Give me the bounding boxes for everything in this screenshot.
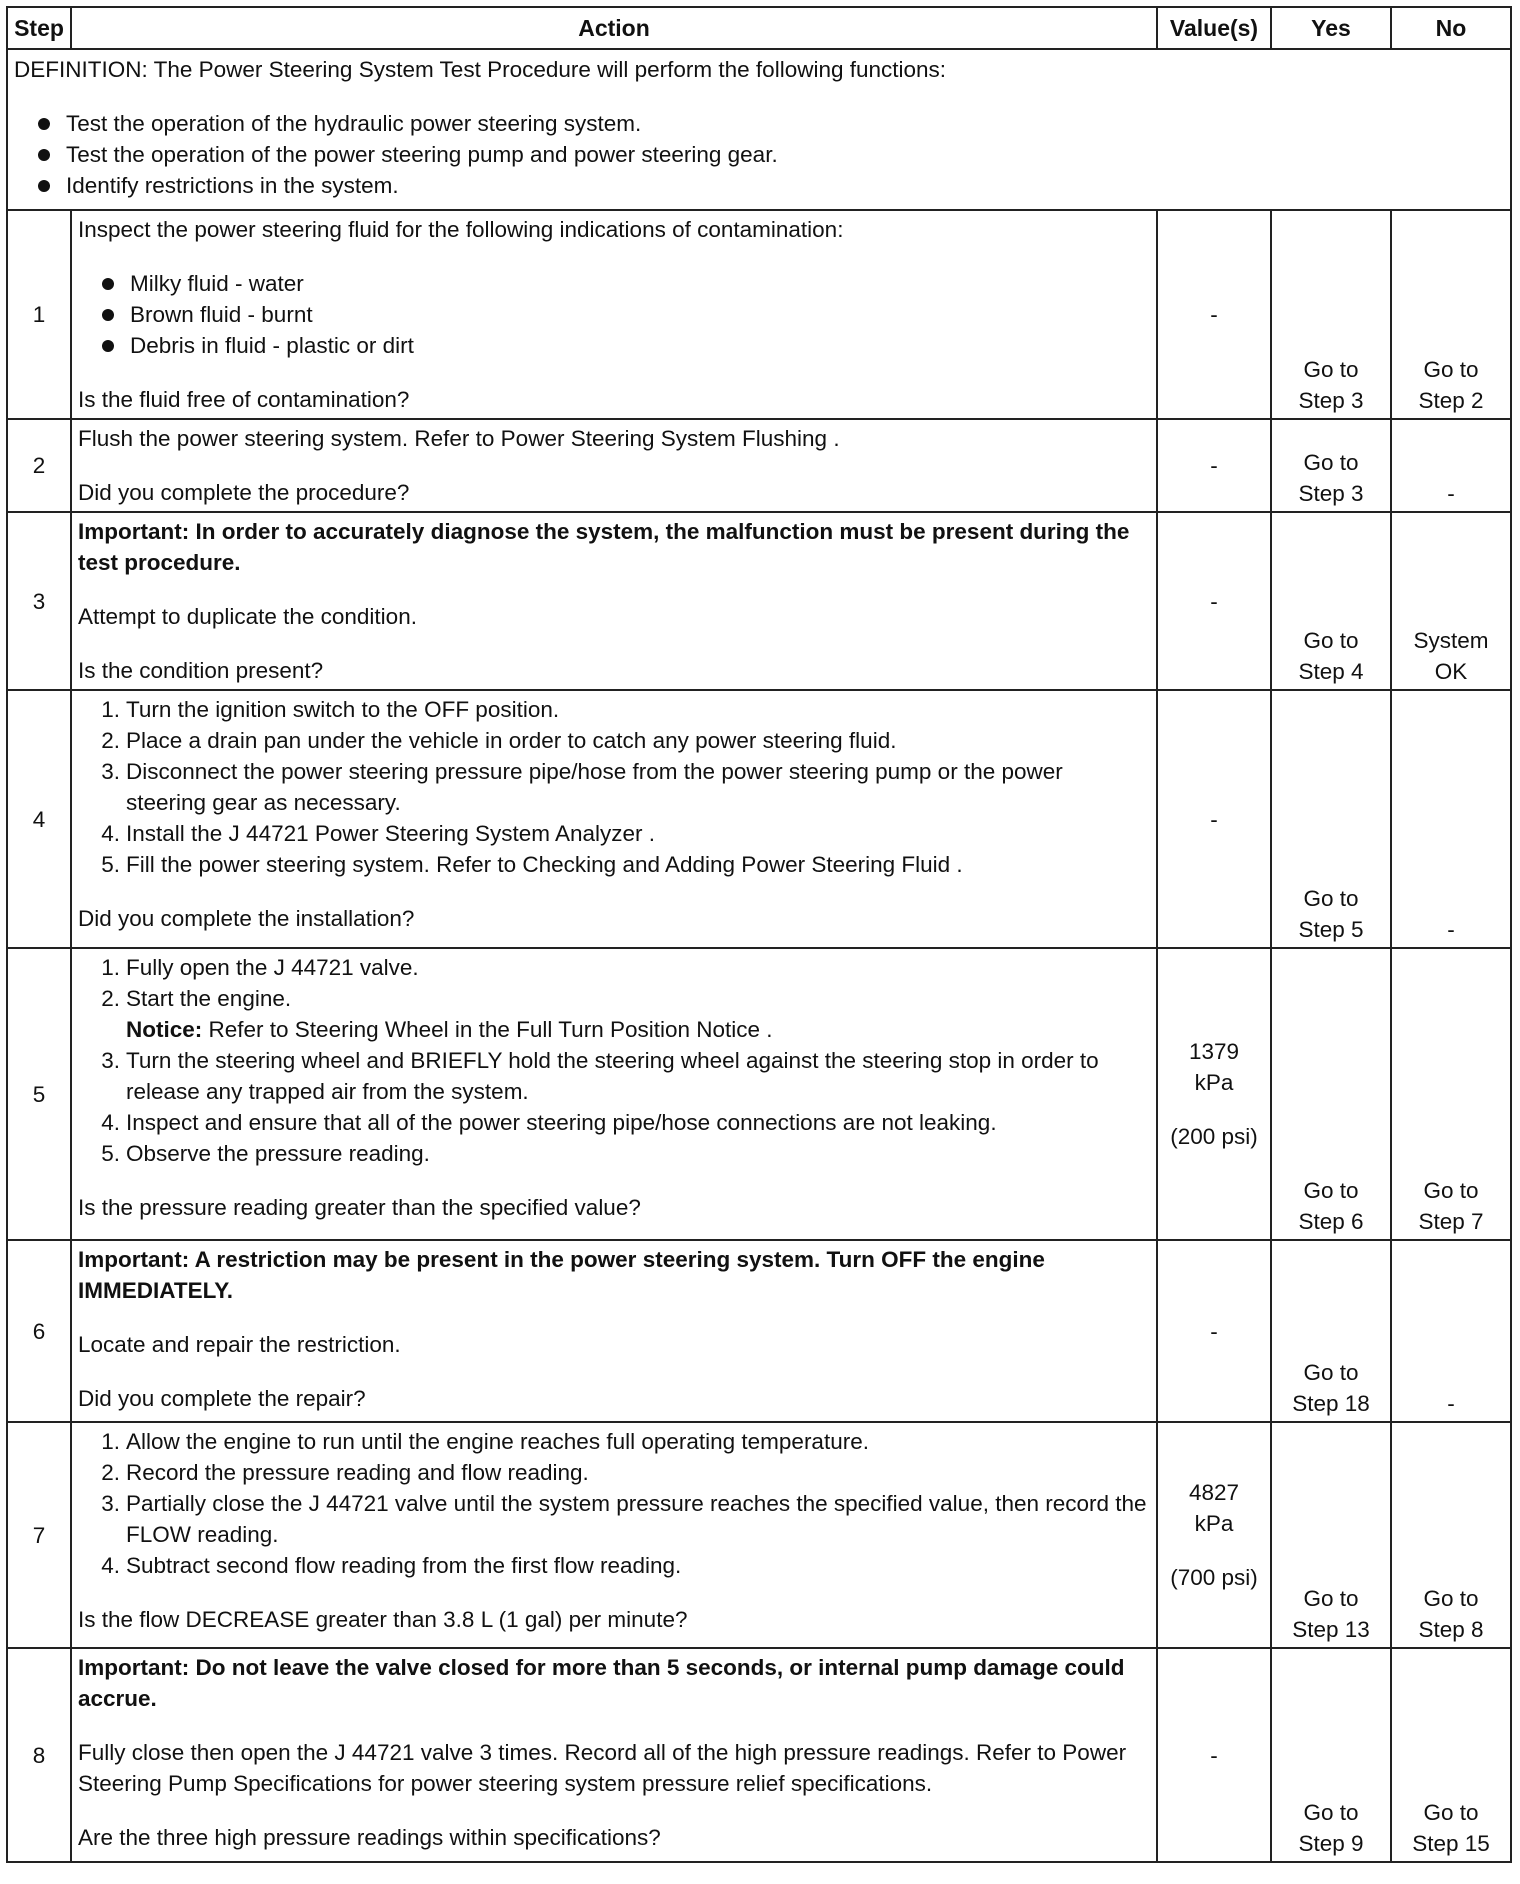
step-number: 1 bbox=[7, 210, 71, 419]
action-bullet: Debris in fluid - plastic or dirt bbox=[98, 330, 1148, 361]
table-row bbox=[7, 690, 1511, 948]
action-list bbox=[78, 952, 1148, 1169]
step-number: 2 bbox=[7, 419, 71, 512]
action-cell bbox=[71, 1422, 1157, 1648]
no-cell: - bbox=[1391, 1240, 1511, 1422]
bullet-icon bbox=[102, 340, 114, 352]
value-cell: - bbox=[1157, 512, 1271, 690]
action-question: Did you complete the installation? bbox=[78, 906, 415, 931]
action-intro: Flush the power steering system. Refer to Power Steering System Flushing . bbox=[78, 426, 840, 451]
action-cell bbox=[71, 210, 1157, 419]
list-item: 1. Allow the engine to run until the engine reaches full operating temperature. bbox=[101, 1429, 869, 1454]
definition-text: DEFINITION: The Power Steering System Test Procedure will perform the following functions: bbox=[14, 57, 947, 82]
table-row bbox=[7, 419, 1511, 512]
table-row bbox=[7, 512, 1511, 690]
action-bullets bbox=[78, 268, 1148, 361]
value-cell: 4827 kPa (700 psi) bbox=[1157, 1422, 1271, 1648]
no-cell: Go to Step 8 bbox=[1391, 1422, 1511, 1648]
definition-bullet: Identify restrictions in the system. bbox=[34, 170, 1506, 201]
bullet-icon bbox=[102, 278, 114, 290]
header-action: Action bbox=[71, 7, 1157, 49]
header-row bbox=[7, 7, 1511, 49]
yes-cell: Go to Step 4 bbox=[1271, 512, 1391, 690]
action-cell bbox=[71, 1648, 1157, 1862]
action-question: Is the pressure reading greater than the specified value? bbox=[78, 1195, 641, 1220]
step-number: 4 bbox=[7, 690, 71, 948]
definition-row bbox=[7, 49, 1511, 210]
action-cell bbox=[71, 948, 1157, 1240]
yes-cell: Go to Step 6 bbox=[1271, 948, 1391, 1240]
notice-label: Notice: bbox=[126, 1017, 203, 1042]
action-bullet: Brown fluid - burnt bbox=[98, 299, 1148, 330]
important-note: Important: In order to accurately diagnose the system, the malfunction must be present during the test procedure. bbox=[78, 519, 1130, 575]
important-note: Important: A restriction may be present in the power steering system. Turn OFF the engine IMMEDIATELY. bbox=[78, 1247, 1045, 1303]
table-row bbox=[7, 210, 1511, 419]
list-item: 3. Disconnect the power steering pressure pipe/hose from the power steering pump or the power steering gear as necessary. bbox=[101, 759, 1063, 815]
value-cell: 1379 kPa (200 psi) bbox=[1157, 948, 1271, 1240]
table-row bbox=[7, 1422, 1511, 1648]
table-row bbox=[7, 1240, 1511, 1422]
table-row bbox=[7, 1648, 1511, 1862]
list-item: 3. Turn the steering wheel and BRIEFLY hold the steering wheel against the steering stop in order to release any trapped air from the system. bbox=[101, 1048, 1099, 1104]
action-question: Is the flow DECREASE greater than 3.8 L (1 gal) per minute? bbox=[78, 1607, 688, 1632]
no-cell: - bbox=[1391, 690, 1511, 948]
header-yes: Yes bbox=[1271, 7, 1391, 49]
no-cell: Go to Step 2 bbox=[1391, 210, 1511, 419]
bullet-icon bbox=[38, 118, 50, 130]
procedure-sheet bbox=[6, 6, 1510, 1863]
definition-cell bbox=[7, 49, 1511, 210]
step-number: 5 bbox=[7, 948, 71, 1240]
procedure-table bbox=[6, 6, 1512, 1863]
definition-bullets bbox=[14, 108, 1506, 201]
action-question: Are the three high pressure readings within specifications? bbox=[78, 1825, 661, 1850]
action-intro: Attempt to duplicate the condition. bbox=[78, 604, 417, 629]
list-item: 4. Subtract second flow reading from the first flow reading. bbox=[101, 1553, 682, 1578]
step-number: 7 bbox=[7, 1422, 71, 1648]
action-list bbox=[78, 1426, 1148, 1581]
list-item: 3. Partially close the J 44721 valve until the system pressure reaches the specified value, then record the FLOW reading. bbox=[101, 1491, 1147, 1547]
value-cell: - bbox=[1157, 690, 1271, 948]
no-cell: - bbox=[1391, 419, 1511, 512]
list-item: 5. Fill the power steering system. Refer to Checking and Adding Power Steering Fluid . bbox=[101, 852, 963, 877]
bullet-icon bbox=[102, 309, 114, 321]
value-cell: - bbox=[1157, 1240, 1271, 1422]
header-no: No bbox=[1391, 7, 1511, 49]
yes-cell: Go to Step 3 bbox=[1271, 419, 1391, 512]
value-cell: - bbox=[1157, 419, 1271, 512]
action-intro: Locate and repair the restriction. bbox=[78, 1332, 401, 1357]
bullet-icon bbox=[38, 149, 50, 161]
step-number: 6 bbox=[7, 1240, 71, 1422]
action-cell bbox=[71, 512, 1157, 690]
header-values: Value(s) bbox=[1157, 7, 1271, 49]
no-cell: Go to Step 7 bbox=[1391, 948, 1511, 1240]
notice-text: Refer to Steering Wheel in the Full Turn Position Notice . bbox=[202, 1017, 773, 1042]
definition-bullet: Test the operation of the hydraulic power steering system. bbox=[34, 108, 1506, 139]
value-cell: - bbox=[1157, 210, 1271, 419]
yes-cell: Go to Step 13 bbox=[1271, 1422, 1391, 1648]
action-cell bbox=[71, 419, 1157, 512]
action-question: Did you complete the procedure? bbox=[78, 480, 410, 505]
yes-cell: Go to Step 5 bbox=[1271, 690, 1391, 948]
list-item: 4. Install the J 44721 Power Steering System Analyzer . bbox=[101, 821, 656, 846]
action-question: Did you complete the repair? bbox=[78, 1386, 366, 1411]
yes-cell: Go to Step 18 bbox=[1271, 1240, 1391, 1422]
list-item: 2. Record the pressure reading and flow reading. bbox=[101, 1460, 589, 1485]
value-cell: - bbox=[1157, 1648, 1271, 1862]
no-cell: Go to Step 15 bbox=[1391, 1648, 1511, 1862]
action-question: Is the condition present? bbox=[78, 658, 324, 683]
important-note: Important: Do not leave the valve closed for more than 5 seconds, or internal pump damage could accrue. bbox=[78, 1655, 1125, 1711]
header-step: Step bbox=[7, 7, 71, 49]
action-intro: Inspect the power steering fluid for the following indications of contamination: bbox=[78, 217, 844, 242]
action-question: Is the fluid free of contamination? bbox=[78, 387, 410, 412]
list-item: 2. Place a drain pan under the vehicle in order to catch any power steering fluid. bbox=[101, 728, 897, 753]
action-intro: Fully close then open the J 44721 valve 3 times. Record all of the high pressure readings. Refer to Power Steering Pump Specifications for power steering system pressure relief specifications. bbox=[78, 1740, 1127, 1796]
yes-cell: Go to Step 9 bbox=[1271, 1648, 1391, 1862]
step-number: 8 bbox=[7, 1648, 71, 1862]
definition-bullet: Test the operation of the power steering pump and power steering gear. bbox=[34, 139, 1506, 170]
yes-cell: Go to Step 3 bbox=[1271, 210, 1391, 419]
action-bullet: Milky fluid - water bbox=[98, 268, 1148, 299]
action-cell bbox=[71, 1240, 1157, 1422]
list-item: 1. Turn the ignition switch to the OFF position. bbox=[101, 697, 560, 722]
step-number: 3 bbox=[7, 512, 71, 690]
list-item: 2. Start the engine. Notice: Refer to Steering Wheel in the Full Turn Position Notice . bbox=[101, 986, 773, 1042]
bullet-icon bbox=[38, 180, 50, 192]
list-item: 1. Fully open the J 44721 valve. bbox=[101, 955, 419, 980]
action-list bbox=[78, 694, 1148, 880]
table-row bbox=[7, 948, 1511, 1240]
list-item: 5. Observe the pressure reading. bbox=[101, 1141, 430, 1166]
no-cell: System OK bbox=[1391, 512, 1511, 690]
action-cell bbox=[71, 690, 1157, 948]
list-item: 4. Inspect and ensure that all of the power steering pipe/hose connections are not leaking. bbox=[101, 1110, 997, 1135]
